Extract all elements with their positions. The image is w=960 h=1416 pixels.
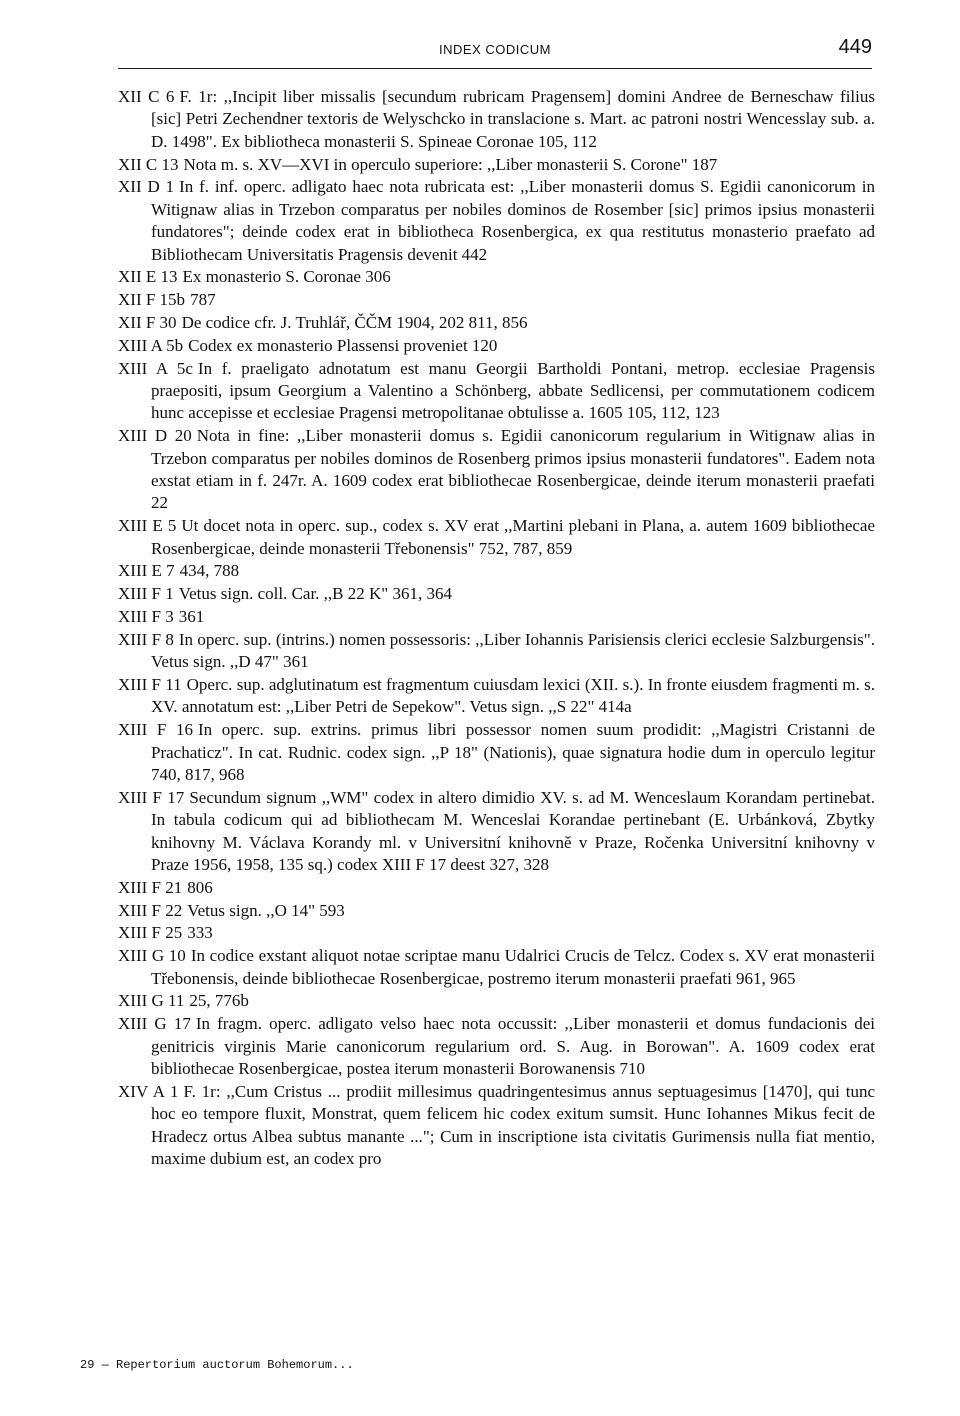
entry-text: Codex ex monasterio Plassensi proveniet 120 [188,335,498,355]
codex-signature: XIII F 16 [118,720,193,740]
codex-signature: XIII E 5 [118,516,177,536]
entry-text: Vetus sign. ,,O 14" 593 [187,900,345,920]
codex-signature: XIII F 21 [118,877,183,897]
entry-text: In fragm. operc. adligato velso haec nota occussit: ,,Liber monasterii et domus fundacionis dei genitricis virginis Marie canonicorum regularium ord. S. Aug. in Borowan". A. 1609 codex erat bibliothecae Rosenbergicae, postea iterum monasterii Borowanensis 710 [151,1014,875,1079]
index-entry [118,154,875,176]
entry-text: In codice exstant aliquot notae scriptae manu Udalrici Crucis de Telcz. Codex s. XV erat monasterii Třebonensis, deinde bibliothecae Rosenbergicae, postremo iterum monasterii praefati 961, 965 [151,946,875,988]
codex-signature: XIII F 25 [118,923,183,943]
index-entry [118,560,875,582]
codex-signature: XIV A 1 [118,1081,179,1101]
entry-text: In f. inf. operc. adligato haec nota rubricata est: ,,Liber monasterii domus S. Egidii canonicorum in Witignaw alias in Trzebon comparatus per nobiles dominos de Rosember [sic] primos ipsius monasterii fundatores"; deinde codex erat in bibliotheca Rosenbergica, ex qua restitutus monasterio praefato ad Bibliothecam Universitatis Pragensis devenit 442 [151,177,875,264]
index-entry [118,266,875,288]
entry-text: F. 1r: ,,Cum Cristus ... prodiit millesimus quadringentesimus annus septuagesimus [1470], qui tunc hoc eo tempore fluxit, Monstrat, quem felicem hic codex exitum sumsit. Hunc Iohannes Mikus fecit de Hradecz ortus Albea subtus manante ..."; Cum in inscriptione ista civitatis Gurimensis nulla fiat mentio, maxime dubium est, an codex pro [151,1081,875,1169]
entry-text: Ut docet nota in operc. sup., codex s. XV erat ,,Martini plebani in Plana, a. autem 1609 bibliothecae Rosenbergicae, deinde monasterii Třebonensis" 752, 787, 859 [151,516,875,558]
codex-signature: XIII E 7 [118,561,175,581]
codex-signature: XIII F 11 [118,675,182,695]
index-entry [118,787,875,877]
entry-text: In operc. sup. (intrins.) nomen possessoris: ,,Liber Iohannis Parisiensis clerici ecclesie Salzburgensis". Vetus sign. ,,D 47" 361 [151,629,875,672]
codex-signature: XIII F 17 [118,787,185,807]
index-entry [118,900,875,922]
codex-signature: XII D 1 [118,177,175,197]
index-entry [118,674,875,719]
entry-text: 434, 788 [179,561,240,581]
entry-text: De codice cfr. J. Truhlář, ČČM 1904, 202 811, 856 [181,313,528,333]
codex-signature: XIII A 5b [118,335,184,355]
index-entry [118,629,875,674]
index-entry [118,945,875,990]
codex-signature: XIII G 10 [118,946,186,966]
codex-signature: XIII G 17 [118,1014,191,1034]
index-entry [118,425,875,515]
codex-signature: XII F 30 [118,313,177,333]
entry-text: In operc. sup. extrins. primus libri possessor nomen suum prodidit: ,,Magistri Cristanni de Prachaticz". In cat. Rudnic. codex sign. ,,P 18" (Nationis), quae signatura hodie dum in operculo legitur 740, 817, 968 [151,720,875,785]
index-entry [118,176,875,266]
index-entry [118,719,875,786]
index-entry [118,1013,875,1080]
entry-text: In f. praeligato adnotatum est manu Georgii Bartholdi Pontani, metrop. ecclesiae Pragensis praepositi, ipsum Georgium a Valentino a Schönberg, abbate Sedlicensi, per commutationem codicem hunc accepisse et ecclesiae Pragensi metropolitanae obtulisse a. 1605 105, 112, 123 [151,358,875,423]
codex-signature: XIII F 3 [118,607,174,627]
entry-text: 806 [187,877,213,897]
index-entry [118,922,875,944]
footer-signature-line: 29 — Repertorium auctorum Bohemorum... [80,1358,354,1372]
entry-text: Vetus sign. coll. Car. ,,B 22 K" 361, 364 [178,584,452,604]
index-entry [118,990,875,1012]
codex-signature: XIII F 8 [118,629,174,649]
entry-text: Operc. sup. adglutinatum est fragmentum cuiusdam lexici (XII. s.). In fronte eiusdem fragmenti m. s. XV. annotatum est: ,,Liber Petri de Sepekow". Vetus sign. ,,S 22" 414a [151,675,875,717]
entry-text: Nota in fine: ,,Liber monasterii domus s. Egidii canonicorum regularium in Witignaw alias in Trzebon comparatus per nobiles dominos de Rosenberg primos ipsius monasterii fundatores". Eadem nota exstat etiam in f. 247r. A. 1609 codex erat bibliothecae Rosenbergicae, deinde iterum monasterii praefati 22 [151,426,875,513]
page-number: 449 [838,36,872,58]
index-entry [118,515,875,560]
codex-signature: XIII F 22 [118,900,183,920]
codex-signature: XII E 13 [118,267,178,287]
entry-text: 25, 776b [189,991,249,1011]
codex-signature: XIII A 5c [118,358,193,378]
index-entry [118,312,875,334]
entry-text: 787 [190,290,216,310]
index-entry [118,1081,875,1171]
codex-signature: XII F 15b [118,290,186,310]
index-entry [118,877,875,899]
index-entry [118,606,875,628]
entry-text: F. 1r: ,,Incipit liber missalis [secundum rubricam Pragensem] domini Andree de Berneschaw filius [sic] Petri Zechendner textoris de Welyschcko in translacione s. Mart. ac patroni nostri Wencesslay sub. a. D. 1498". Ex bibliotheca monasterii S. Spineae Coronae 105, 112 [151,87,875,151]
codex-signature: XII C 6 [118,87,175,106]
entry-text: Nota m. s. XV—XVI in operculo superiore: ,,Liber monasterii S. Corone" 187 [183,154,718,174]
entry-text: 333 [187,923,213,943]
entry-text: Ex monasterio S. Coronae 306 [182,267,391,287]
entry-text: Secundum signum ,,WM" codex in altero dimidio XV. s. ad M. Wenceslaum Korandam pertinebat. In tabula codicum qui ad bibliothecam M. Wenceslai Korandae pertinebant (E. Urbánková, Zbytky knihovny M. Václava Korandy ml. v Universitní knihovně v Praze, Ročenka Universitní knihovny v Praze 1956, 1958, 135 sq.) codex XIII F 17 deest 327, 328 [151,787,875,875]
codex-signature: XIII F 1 [118,584,174,604]
index-entry [118,583,875,605]
index-entry [118,358,875,425]
codex-signature: XIII G 11 [118,991,185,1011]
codex-signature: XII C 13 [118,154,179,174]
codex-index-list [118,86,875,1171]
index-entry [118,86,875,153]
running-title: INDEX CODICUM [439,42,551,57]
codex-signature: XIII D 20 [118,426,192,446]
index-entry [118,289,875,311]
entry-text: 361 [178,607,205,627]
index-entry [118,335,875,357]
page-header [118,34,872,69]
